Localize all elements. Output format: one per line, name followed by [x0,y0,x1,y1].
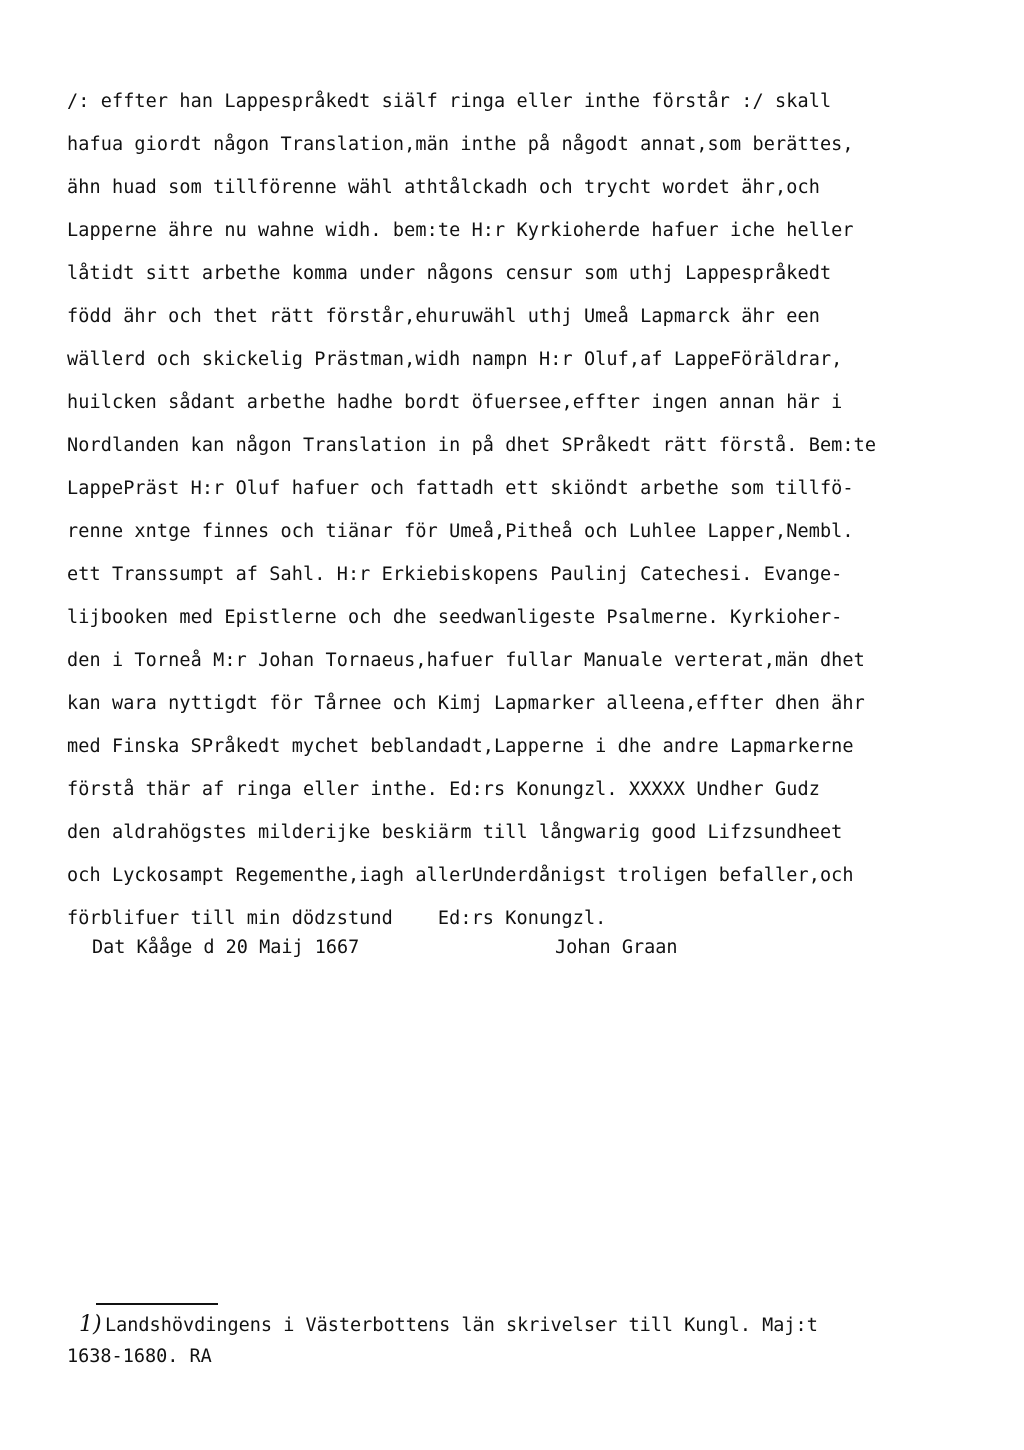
text-line: ähn huad som tillförenne wähl athtålckadh och trycht wordet ähr,och [67,177,820,198]
text-line: låtidt sitt arbethe komma under någons censur som uthj Lappespråkedt [67,263,832,284]
text-line: Nordlanden kan någon Translation in på dhet SPråkedt rätt förstå. Bem:te [67,435,877,456]
text-line: den aldrahögstes milderijke beskiärm till långwarig good Lifzsundheet [67,822,843,843]
text-line: Lapperne ähre nu wahne widh. bem:te H:r Kyrkioherde hafuer iche heller [67,220,854,241]
footnote [67,1309,967,1373]
text-line: förblifuer till min dödzstund Ed:rs Konungzl. [67,908,607,929]
text-line: född ähr och thet rätt förstår,ehuruwähl uthj Umeå Lapmarck ähr een [67,306,820,327]
signature-row [92,926,792,1098]
signature-name: Johan Graan [555,937,678,958]
text-line: /: effter han Lappespråkedt siälf ringa eller inthe förstår :/ skall [67,91,832,112]
text-line: den i Torneå M:r Johan Tornaeus,hafuer fullar Manuale verterat,män dhet [67,650,865,671]
footnote-line [67,1309,967,1341]
letter-date: Dat Kååge d 20 Maij 1667 [92,937,360,958]
text-line: med Finska SPråkedt mychet beblandadt,Lapperne i dhe andre Lapmarkerne [67,736,854,757]
text-line: LappePräst H:r Oluf hafuer och fattadh ett skiöndt arbethe som tillfö- [67,478,854,499]
text-line: ett Transsumpt af Sahl. H:r Erkiebiskopens Paulinj Catechesi. Evange- [67,564,843,585]
footnote-divider [96,1303,218,1305]
text-line: hafua giordt någon Translation,män inthe på någodt annat,som berättes, [67,134,854,155]
text-line: renne xntge finnes och tiänar för Umeå,Pitheå och Luhlee Lapper,Nembl. [67,521,854,542]
letter-body [67,80,967,940]
text-line: lijbooken med Epistlerne och dhe seedwanligeste Psalmerne. Kyrkioher- [67,607,843,628]
text-line: och Lyckosampt Regementhe,iagh allerUnderdånigst troligen befaller,och [67,865,854,886]
text-line: wällerd och skickelig Prästman,widh nampn H:r Oluf,af LappeFöräldrar, [67,349,843,370]
text-line: kan wara nyttigdt för Tårnee och Kimj Lapmarker alleena,effter dhen ähr [67,693,865,714]
text-line: huilcken sådant arbethe hadhe bordt öfuersee,effter ingen annan här i [67,392,843,413]
footnote-marker: 1) [79,1312,102,1337]
footnote-line [67,1341,967,1373]
text-line: förstå thär af ringa eller inthe. Ed:rs Konungzl. XXXXX Undher Gudz [67,779,820,800]
footnote-text: Landshövdingens i Västerbottens län skrivelser till Kungl. Maj:t [105,1315,818,1336]
footnote-text: 1638-1680. RA [67,1346,212,1367]
